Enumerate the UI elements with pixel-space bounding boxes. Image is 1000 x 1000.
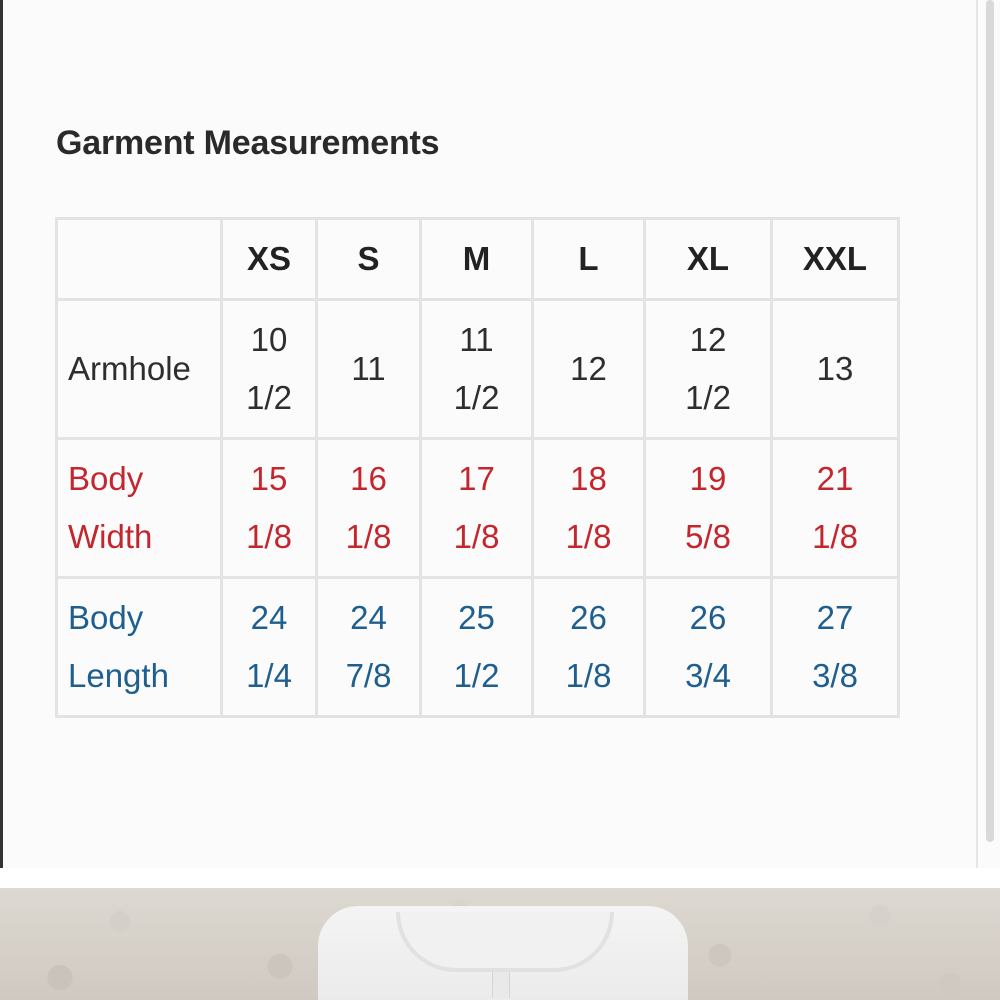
table-row-body-length [57,578,899,717]
cell-whole: 25 [458,599,495,636]
tshirt-label-tag [492,972,510,998]
table-cell [533,439,645,578]
cell-fraction: 1/2 [246,379,292,416]
cell-whole: 18 [570,460,607,497]
scrollbar-thumb[interactable] [986,0,994,842]
table-cell [421,300,533,439]
corner-cell [57,219,222,300]
table-cell [772,439,899,578]
table-cell [222,439,317,578]
cell-whole: 27 [816,599,854,636]
cell-whole: 24 [350,599,387,636]
table-cell [772,578,899,717]
cell-fraction: 3/8 [812,657,858,694]
table-cell [533,578,645,717]
row-label-line1: Body [68,599,144,636]
table-cell [317,578,421,717]
table-cell [645,300,772,439]
cell-fraction: 1/2 [685,379,731,416]
size-header: M [421,219,533,300]
cell-fraction: 1/8 [345,518,392,555]
cell-whole: 26 [570,599,607,636]
cell-fraction: 1/8 [453,518,500,555]
cell-fraction: 7/8 [345,657,392,694]
cell-fraction: 1/8 [812,518,858,555]
table-row-body-width [57,439,899,578]
left-border [0,0,3,868]
row-label [57,578,222,717]
size-header: S [317,219,421,300]
cell-whole: 16 [350,460,387,497]
row-label-line1: Armhole [68,350,191,387]
row-label [57,439,222,578]
cell-fraction: 1/8 [246,518,292,555]
cell-fraction: 5/8 [685,518,731,555]
table-cell [645,439,772,578]
table-cell [317,439,421,578]
table-cell [645,578,772,717]
size-header: L [533,219,645,300]
table-cell [421,439,533,578]
cell-whole: 17 [458,460,495,497]
row-label-line2: Width [68,518,153,555]
table-header-row [57,219,899,300]
row-label-line2: Length [68,657,169,694]
size-header: XXL [772,219,899,300]
cell-whole: 10 [250,321,288,358]
cell-whole: 12 [689,321,727,358]
cell-whole: 12 [570,350,607,387]
cell-fraction: 1/8 [565,518,612,555]
table-cell [317,300,421,439]
row-label-line1: Body [68,460,144,497]
cell-whole: 24 [250,599,288,636]
row-label [57,300,222,439]
table-cell [772,300,899,439]
cell-whole: 13 [816,350,854,387]
tshirt-collar [396,912,614,972]
table-cell [421,578,533,717]
cell-fraction: 3/4 [685,657,731,694]
size-header: XS [222,219,317,300]
table-cell [533,300,645,439]
cell-fraction: 1/2 [453,657,500,694]
page-title: Garment Measurements [56,124,440,162]
cell-whole: 19 [689,460,727,497]
table-cell [222,578,317,717]
right-divider [976,0,978,868]
cell-whole: 21 [816,460,854,497]
table-cell [222,300,317,439]
size-header: XL [645,219,772,300]
garment-measurements-table [55,217,900,718]
cell-fraction: 1/8 [565,657,612,694]
cell-whole: 26 [689,599,727,636]
cell-fraction: 1/4 [246,657,292,694]
table-row-armhole [57,300,899,439]
cell-whole: 11 [351,350,386,387]
cell-whole: 15 [250,460,288,497]
cell-fraction: 1/2 [453,379,500,416]
cell-whole: 11 [459,321,494,358]
